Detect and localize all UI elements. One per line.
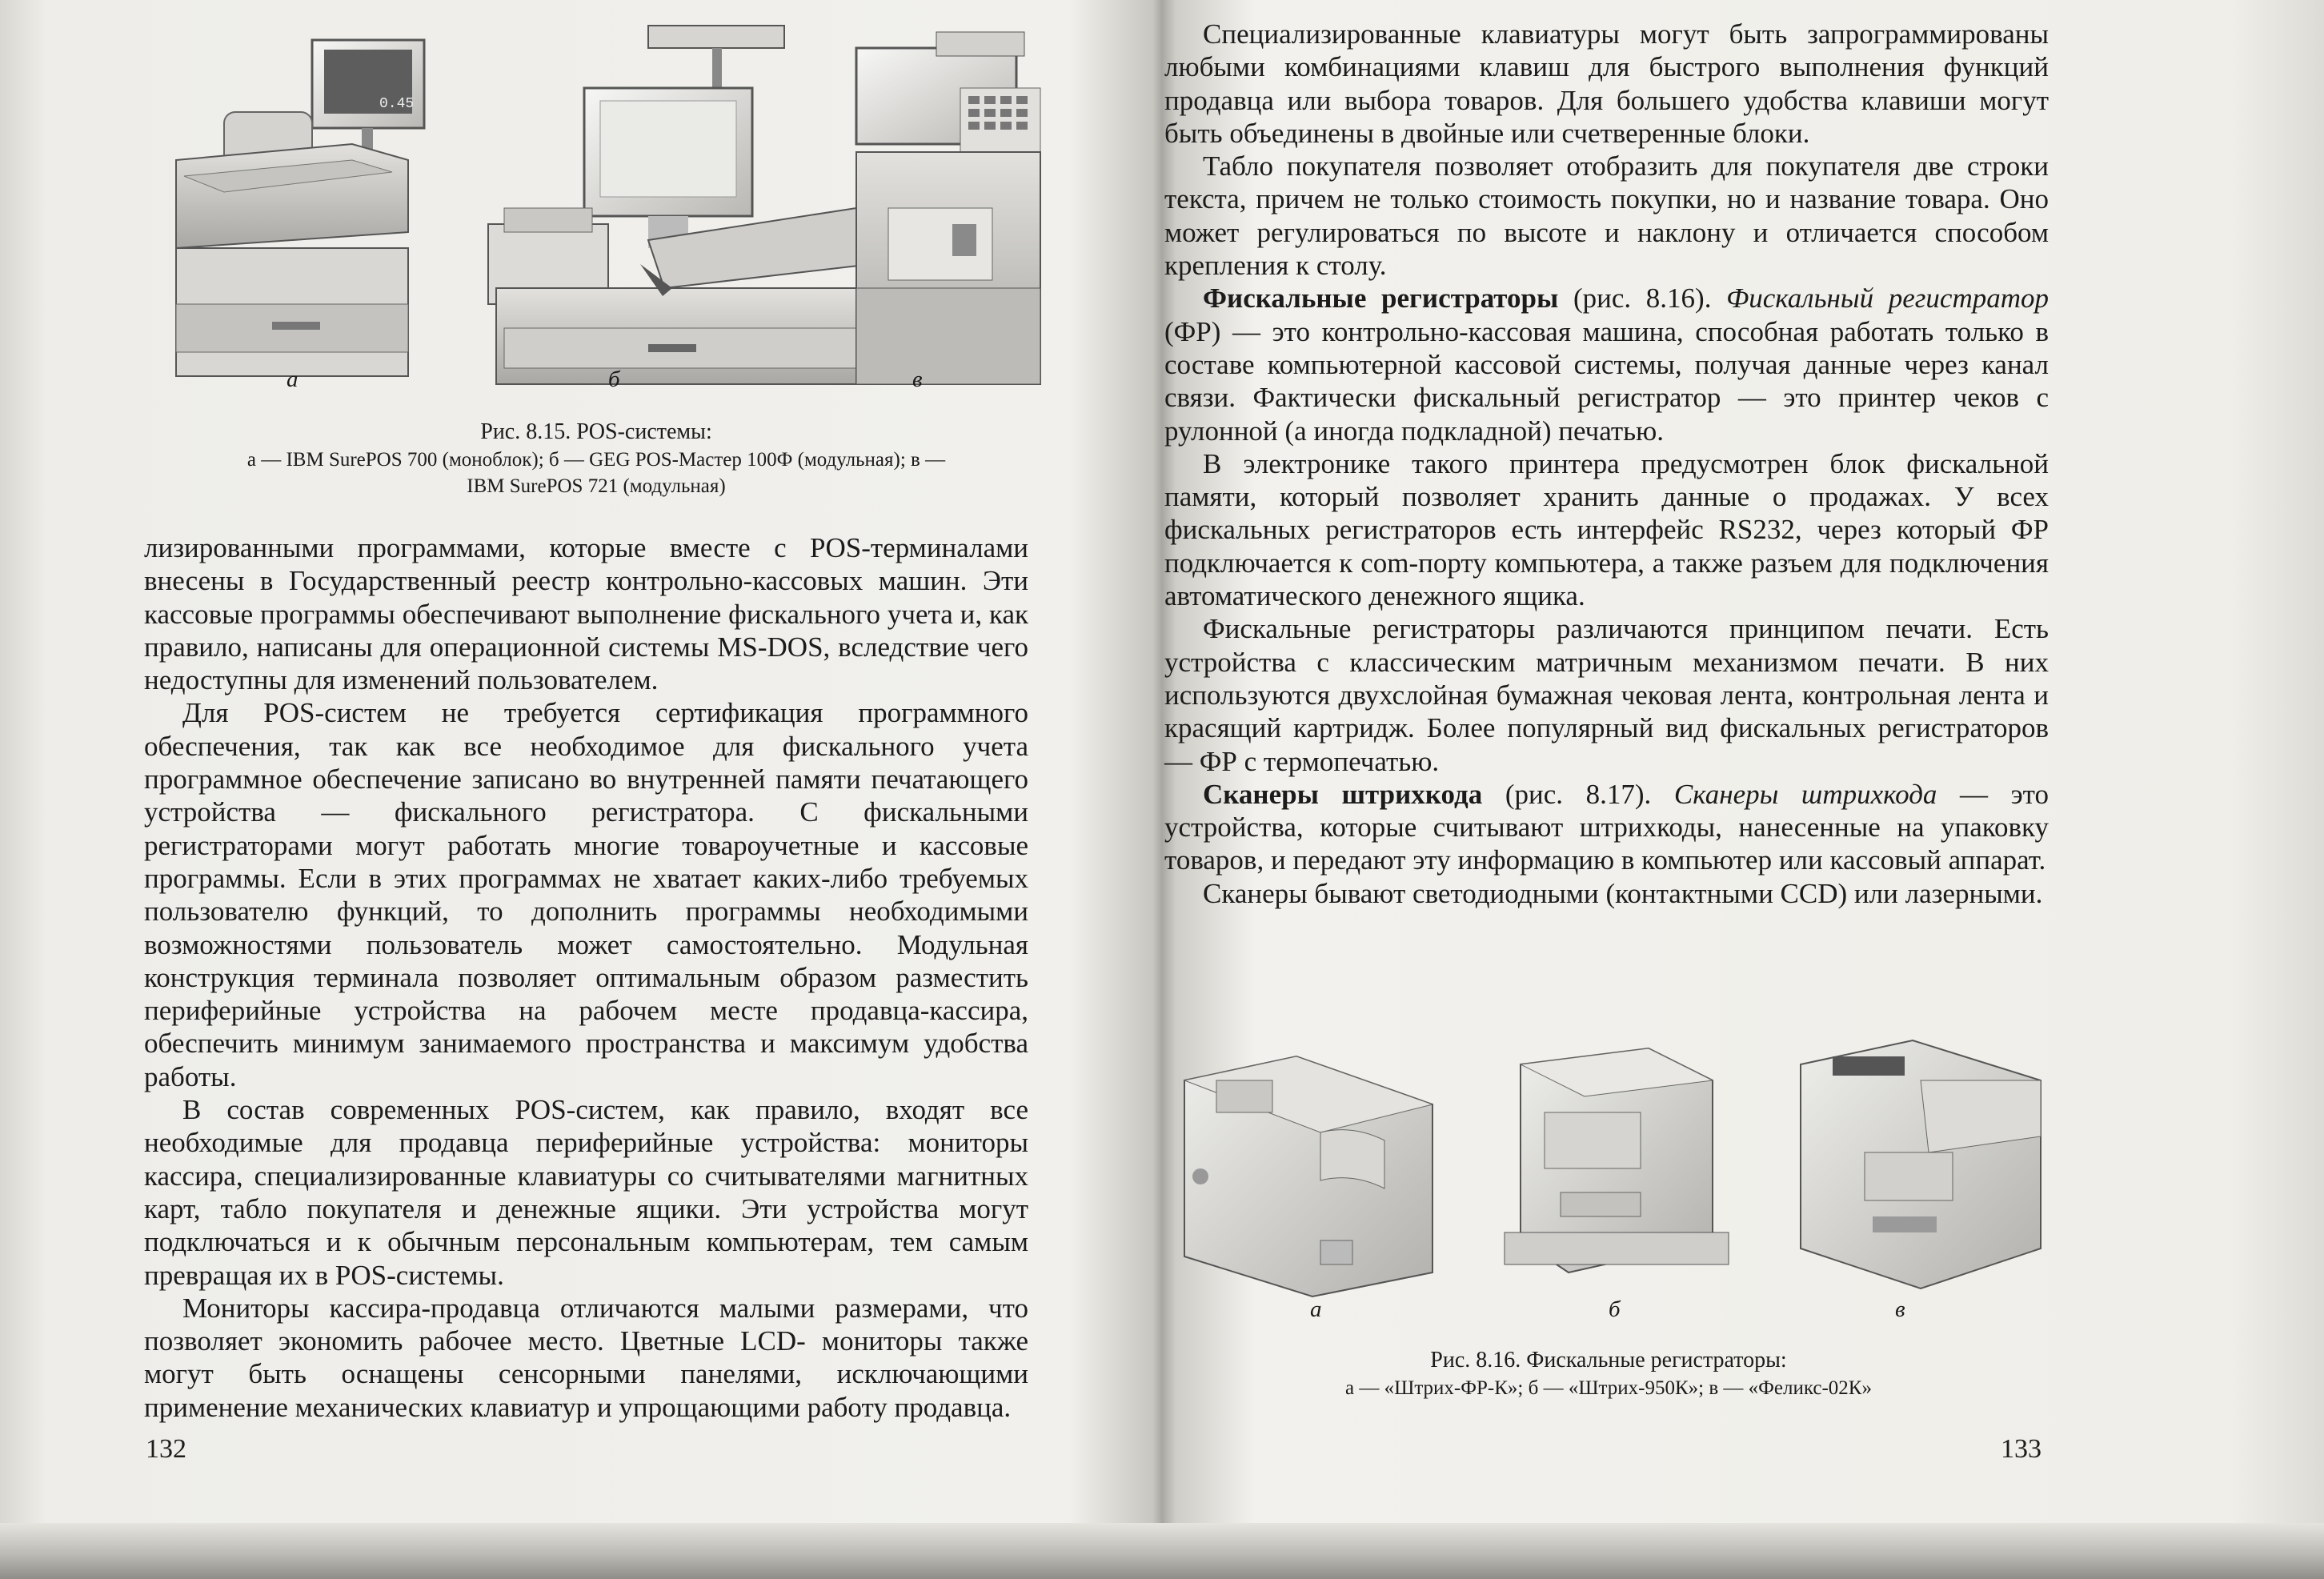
page-number: 133 bbox=[2001, 1434, 2042, 1464]
pos-monoblock-a bbox=[176, 40, 424, 376]
figure-label-a: а bbox=[286, 367, 299, 392]
screen-readout: 0.45 bbox=[379, 96, 415, 112]
paragraph: Табло покупателя позволяет отобразить для покупателя две строки текста, причем не только стоимость покупки, но и название товара. Оно может регулироваться по высоте и наклону и отличается способом крепления к столу. bbox=[1164, 150, 2049, 282]
figure-caption-line1: а — «Штрих-ФР-К»; б — «Штрих-950К»; в — «Феликс-02К» bbox=[1345, 1377, 1872, 1399]
pos-modular-b bbox=[488, 26, 872, 384]
term-bold: Сканеры штрихкода bbox=[1203, 778, 1483, 810]
printer-shtrih-950k bbox=[1505, 1048, 1729, 1272]
paragraph: В состав современных POS-систем, как правило, входят все необходимые для продавца периферийные устройства: мониторы кассира, специализированные клавиатуры со считывателями магнитных карт, табло покупателя и денежные ящики. Эти устройства могут подключаться и к обычным персональным компьютерам, тем самым превращая их в POS-системы. bbox=[144, 1094, 1028, 1291]
paragraph-text: — это устройства, которые считывают штрихкоды, нанесенные на упаковку товаров, и передают эту информацию в компьютер или кассовый аппарат. bbox=[1164, 778, 2050, 876]
pos-systems-illustration bbox=[152, 24, 1048, 424]
paragraph: Для POS-систем не требуется сертификация программного обеспечения, так как все необходимое для фискального учета программное обеспечение записано во внутренней памяти печатающего устройства — фискального регистратора. С фискальными регистраторами могут работать многие товароучетные и кассовые программы. Если в этих программах не хватает каких-либо требуемых пользователю функций, то дополнить программы необходимыми возможностями пользователь может самостоятельно. Модульная конструкция терминала позволяет оптимальным образом разместить периферийные устройства на рабочем месте продавца-кассира, обеспечить минимум занимаемого пространства и максимум удобства работы. bbox=[144, 697, 1028, 1092]
paragraph: Сканеры бывают светодиодными (контактными CCD) или лазерными. bbox=[1203, 877, 2043, 909]
figure-label-b: б bbox=[1609, 1296, 1621, 1322]
term-italic: Сканеры штрихкода bbox=[1673, 778, 1937, 810]
book-bottom-edge bbox=[0, 1523, 2324, 1579]
paragraph: В электронике такого принтера предусмотрен блок фискальной памяти, который позволяет хранить данные о продажах. У всех фискальных регистраторов есть интерфейс RS232, через который ФР подключается к com-порту компьютера, а также разъем для подключения автоматического денежного ящика. bbox=[1164, 447, 2049, 612]
paragraph bbox=[1164, 778, 2049, 877]
figure-caption-block bbox=[1168, 1346, 2049, 1401]
paragraph: Фискальные регистраторы различаются принципом печати. Есть устройства с классическим матричным механизмом печати. В них используются двухслойная бумажная чековая лента, контрольная лента и красящий картридж. Более популярный вид фискальных регистраторов — ФР с термопечатью. bbox=[1164, 613, 2049, 777]
figure-title: Рис. 8.15. POS-системы: bbox=[480, 419, 712, 444]
figure-label-a: а bbox=[1310, 1296, 1322, 1322]
figure-ref: (рис. 8.17). bbox=[1482, 778, 1674, 810]
left-text-block bbox=[144, 531, 1028, 1424]
left-page bbox=[144, 0, 1200, 1521]
term-italic: Фискальный регистратор bbox=[1726, 283, 2049, 315]
right-page bbox=[1152, 0, 2209, 1521]
printer-feliks-02k bbox=[1801, 1040, 2041, 1288]
pos-modular-c bbox=[856, 32, 1040, 384]
paragraph: Мониторы кассира-продавца отличаются малыми размерами, что позволяет экономить рабочее место. Цветные LCD- мониторы также могут быть оснащены сенсорными панелями, исключающими применение механических клавиатур и упрощающими работу продавца. bbox=[144, 1292, 1028, 1423]
paragraph bbox=[1164, 282, 2049, 447]
figure-ref: (рис. 8.16). bbox=[1558, 283, 1727, 315]
figure-label-b: б bbox=[608, 367, 620, 392]
figure-caption-block bbox=[144, 418, 1048, 499]
fiscal-registrators-figure bbox=[1168, 1032, 2049, 1304]
figure-caption-line2: IBM SurePOS 721 (модульная) bbox=[467, 475, 726, 497]
term-bold: Фискальные регистраторы bbox=[1203, 283, 1559, 315]
paragraph: Специализированные клавиатуры могут быть запрограммированы любыми комбинациями клавиш для быстрого выполнения функций продавца или выбора товаров. Для большего удобства клавиши могут быть объединены в двойные или счетверенные блоки. bbox=[1164, 18, 2049, 149]
figure-label-c: в bbox=[912, 367, 923, 392]
page-number: 132 bbox=[146, 1434, 186, 1464]
pos-systems-figure bbox=[152, 24, 1048, 424]
figure-title: Рис. 8.16. Фискальные регистраторы: bbox=[1430, 1348, 1787, 1373]
paragraph-text: (ФР) — это контрольно-кассовая машина, способная работать только в составе компьютерной кассовой системы, получая данные через канал связи. Фактически фискальный регистратор — это принтер чеков с рулонной (а иногда подкладной) печатью. bbox=[1164, 315, 2049, 447]
paragraph: лизированными программами, которые вместе с POS-терминалами внесены в Государственный реестр контрольно-кассовых машин. Эти кассовые программы обеспечивают выполнение фискального учета и, как правило, написаны для операционной системы MS-DOS, вследствие чего недоступны для изменений пользователем. bbox=[144, 532, 1028, 696]
figure-label-c: в bbox=[1895, 1296, 1905, 1322]
printer-shtrih-fr-k bbox=[1184, 1056, 1432, 1296]
figure-caption-line1: а — IBM SurePOS 700 (моноблок); б — GEG POS-Мастер 100Ф (модульная); в — bbox=[246, 449, 946, 471]
right-text-block bbox=[1164, 18, 2049, 910]
fiscal-registrators-illustration bbox=[1168, 1032, 2049, 1304]
